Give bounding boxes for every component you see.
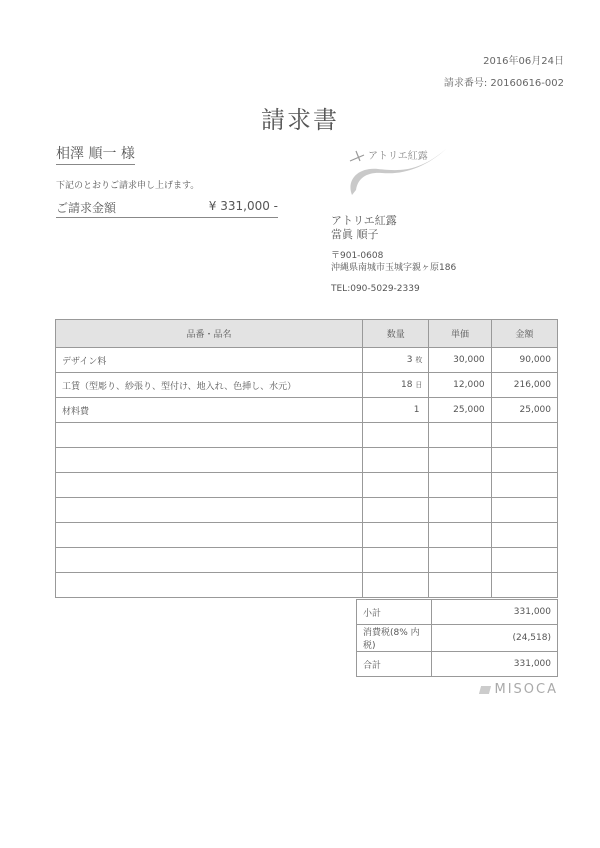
item-amount: 25,000	[491, 398, 557, 423]
table-row	[56, 373, 558, 398]
total-row	[357, 652, 558, 677]
subtotal-label: 小計	[357, 600, 432, 625]
item-quantity: 18 日	[363, 373, 429, 398]
svg-text:アトリエ紅露: アトリエ紅露	[368, 151, 428, 162]
empty-row	[56, 423, 558, 448]
total-label: 合計	[357, 652, 432, 677]
tax-value: (24,518)	[432, 625, 558, 652]
misoca-logo-icon	[479, 686, 491, 694]
empty-row	[56, 548, 558, 573]
table-row	[56, 348, 558, 373]
items-table	[55, 319, 558, 598]
issuer-postal-code: 〒901-0608	[331, 251, 384, 261]
item-quantity: 1	[363, 398, 429, 423]
item-quantity: 3 枚	[363, 348, 429, 373]
subtotal-row	[357, 600, 558, 625]
item-unit-price: 30,000	[429, 348, 491, 373]
header-item-name: 品番・品名	[56, 320, 363, 348]
tax-label: 消費税(8% 内税)	[357, 625, 432, 652]
item-name: デザイン料	[56, 348, 363, 373]
billing-amount	[56, 199, 278, 218]
item-name: 材料費	[56, 398, 363, 423]
issuer-tel: TEL:090-5029-2339	[331, 284, 420, 294]
invoice-date: 2016年06月24日	[483, 56, 564, 67]
header-unit-price: 単価	[429, 320, 491, 348]
misoca-brand-text: MISOCA	[494, 682, 558, 697]
subtotal-value: 331,000	[432, 600, 558, 625]
item-name: 工賃（型彫り、紗張り、型付け、地入れ、色挿し、水元）	[56, 373, 363, 398]
item-unit: 枚	[415, 356, 423, 364]
item-unit-price: 12,000	[429, 373, 491, 398]
document-title: 請求書	[261, 106, 339, 134]
empty-row	[56, 448, 558, 473]
item-amount: 90,000	[491, 348, 557, 373]
greeting-text: 下記のとおりご請求申し上げます。	[56, 181, 200, 191]
empty-row	[56, 498, 558, 523]
invoice-number: 請求番号: 20160616-002	[443, 78, 564, 89]
issuer-company: アトリエ紅露	[331, 214, 397, 227]
summary-table	[356, 599, 558, 677]
header-amount: 金額	[491, 320, 557, 348]
issuer-block	[331, 214, 397, 242]
empty-row	[56, 523, 558, 548]
company-logo-icon	[338, 135, 458, 200]
table-header-row	[56, 320, 558, 348]
table-row	[56, 398, 558, 423]
total-value: 331,000	[432, 652, 558, 677]
empty-row	[56, 573, 558, 598]
issuer-person: 當眞 順子	[331, 228, 379, 241]
item-unit-price: 25,000	[429, 398, 491, 423]
issuer-address-block	[331, 250, 456, 274]
billing-amount-value: ¥ 331,000 -	[208, 199, 278, 213]
client-name: 相澤 順一 様	[56, 143, 135, 165]
empty-row	[56, 473, 558, 498]
issuer-address: 沖縄県南城市玉城字親ヶ原186	[331, 263, 457, 273]
item-amount: 216,000	[491, 373, 557, 398]
misoca-brand	[480, 682, 558, 697]
header-quantity: 数量	[363, 320, 429, 348]
item-unit: 日	[415, 381, 423, 389]
tax-row	[357, 625, 558, 652]
billing-amount-label: ご請求金額	[56, 201, 117, 215]
